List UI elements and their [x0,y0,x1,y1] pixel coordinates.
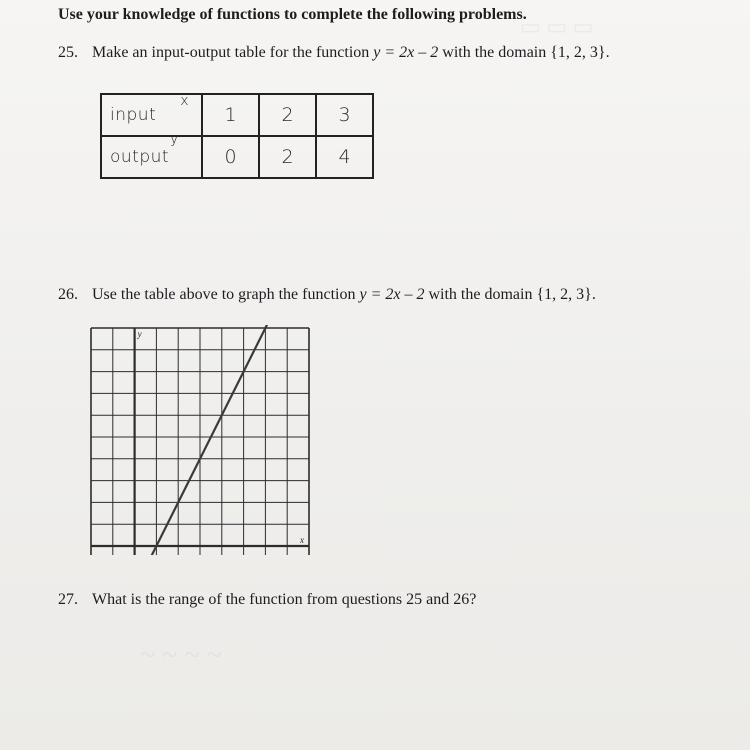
question-text-end: with the domain {1, 2, 3}. [424,286,596,303]
input-value-cell[interactable]: 2 [259,94,316,136]
y-variable-note: y [170,131,179,147]
function-expression: y = 2x – 2 [359,286,425,303]
x-axis-label: x [300,535,304,545]
output-value-cell[interactable]: 4 [316,136,373,178]
output-label: output [110,147,170,167]
question-text-end: with the domain {1, 2, 3}. [438,44,610,61]
question-text: What is the range of the function from questions 25 and 26? [92,591,477,608]
instructions-heading: Use your knowledge of functions to complete the following problems. [58,6,527,23]
grid-lines [91,328,309,555]
output-value-cell[interactable]: 2 [259,136,316,178]
output-row [101,136,373,178]
coordinate-grid[interactable] [88,325,314,555]
question-text-start: Make an input-output table for the function [92,44,374,61]
output-value-cell[interactable]: 0 [202,136,259,178]
question-number: 27. [58,591,78,608]
bleed-through-handwriting: ~ ~ ~ ~ [140,640,222,671]
question-number: 26. [58,286,78,303]
y-axis-label: y [137,329,142,339]
input-output-table [100,93,374,179]
question-26 [58,286,596,304]
question-25 [58,44,610,62]
input-label-cell [101,94,202,136]
input-value-cell[interactable]: 1 [202,94,259,136]
question-text-start: Use the table above to graph the function [92,286,360,303]
input-label: input [110,105,157,125]
bleed-through-text: ▭ ▭ ▭ [520,14,594,39]
question-27 [58,591,476,609]
input-value-cell[interactable]: 3 [316,94,373,136]
x-variable-note: x [180,93,189,109]
input-row [101,94,373,136]
question-number: 25. [58,44,78,61]
function-expression: y = 2x – 2 [373,44,439,61]
output-label-cell [101,131,202,178]
